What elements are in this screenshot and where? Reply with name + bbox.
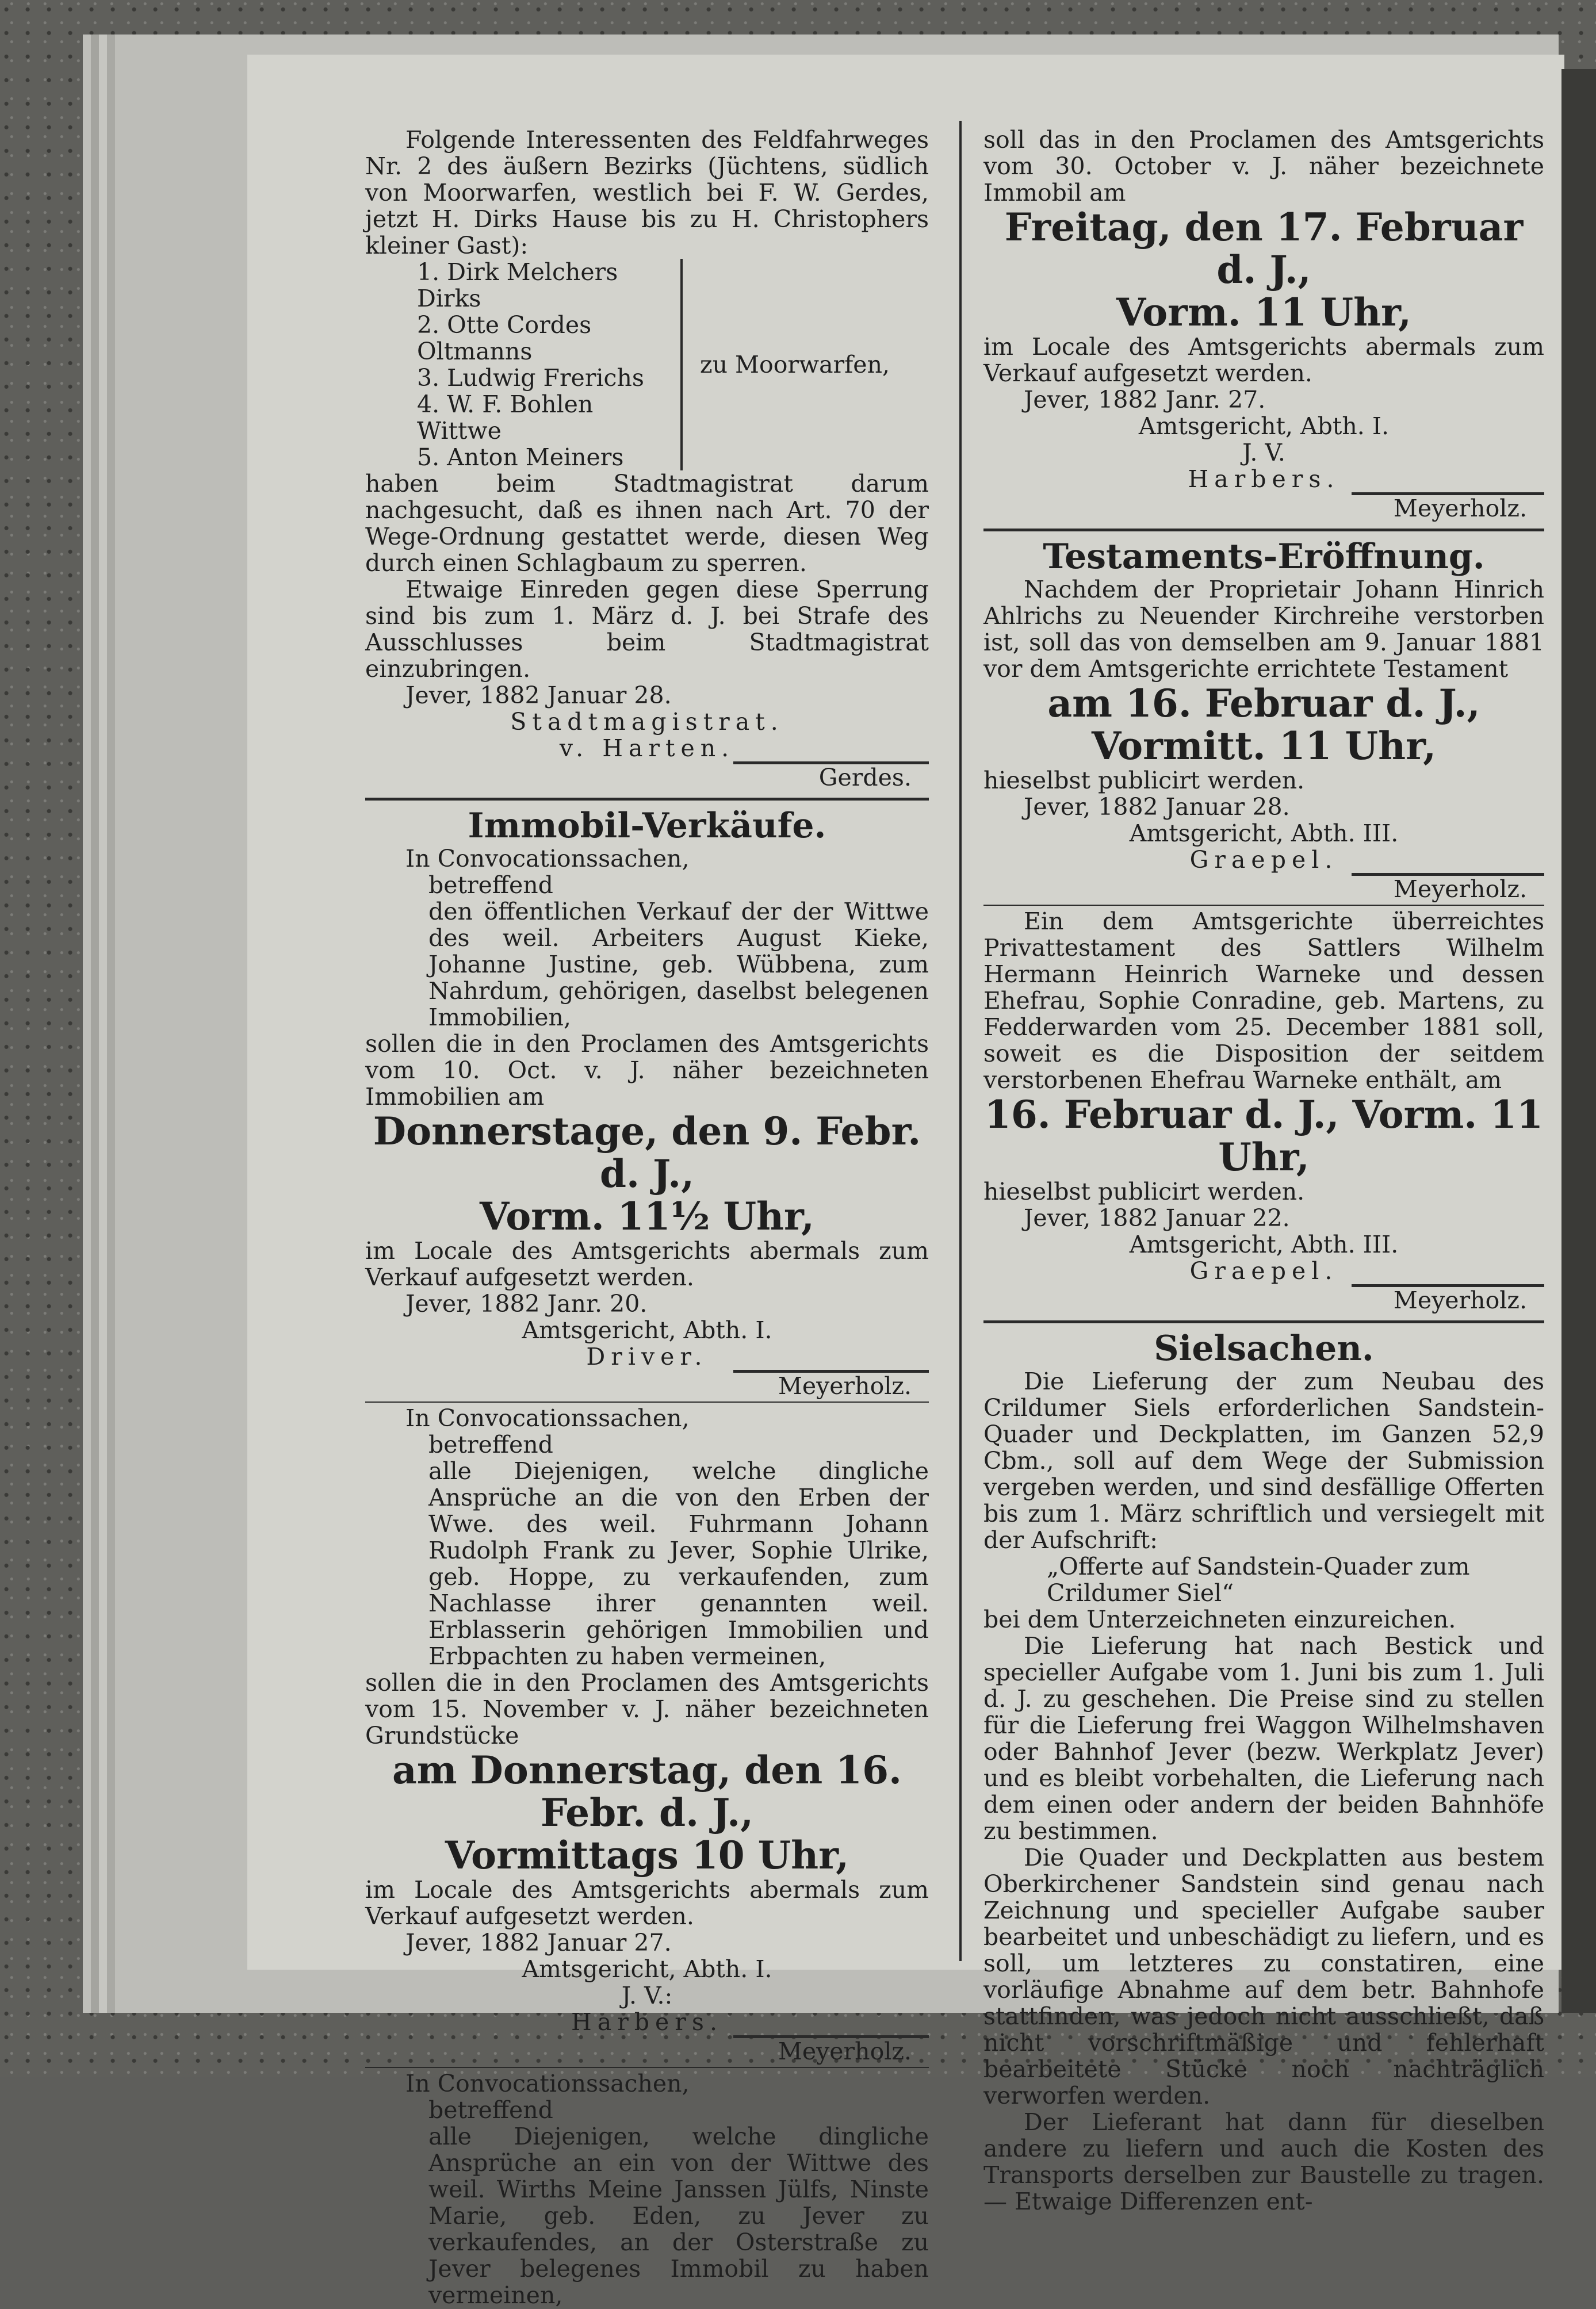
notice-body: Nachdem der Proprietair Johann Hinrich Ahlrichs zu Neuender Kirchreihe verstorben ist, soll das von demselben am 9. Januar 1881 vor dem Amtsgerichte errichtete Testament xyxy=(983,576,1544,683)
notice-clerk: Meyerholz. xyxy=(1352,1284,1544,1314)
notice-betreffend: betreffend xyxy=(428,2096,553,2124)
notice-authority: Amtsgericht, Abth. I. xyxy=(522,1955,772,1983)
notice-ahlrichs xyxy=(983,576,1544,902)
notice-continued xyxy=(983,127,1544,522)
book-spine-edge xyxy=(1561,69,1596,2013)
notice-authority: Amtsgericht, Abth. I. xyxy=(1138,412,1390,440)
notice-body: sollen die in den Proclamen des Amtsgerichts vom 15. November v. J. näher bezeichneten Grundstücke xyxy=(365,1669,929,1749)
notice-intro: In Convocationssachen, xyxy=(405,1404,690,1432)
notice-kieke xyxy=(365,845,929,1399)
notice-paragraph: bei dem Unterzeichneten einzureichen. xyxy=(983,1606,1456,1633)
list-item: 5. Anton Meiners xyxy=(417,443,624,471)
notice-date-big: Freitag, den 17. Februar d. J., xyxy=(1004,205,1524,292)
notice-date-big: am 16. Februar d. J., xyxy=(1047,681,1480,726)
notice-iv: J. V. xyxy=(1242,439,1285,466)
notice-date: Jever, 1882 Januar 27. xyxy=(405,1929,672,1956)
notice-body: hieselbst publicirt werden. xyxy=(983,767,1305,794)
list-item: 1. Dirk Melchers Dirks xyxy=(417,258,618,312)
list-item: 4. W. F. Bohlen Wittwe xyxy=(417,390,594,445)
notice-signer: Graepel. xyxy=(1189,846,1338,874)
notice-betreffend: betreffend xyxy=(428,1431,553,1458)
notice-rule xyxy=(983,905,1544,906)
notice-date: Jever, 1882 Janr. 27. xyxy=(1024,386,1266,413)
notice-body: soll das in den Proclamen des Amtsgerichts vom 30. October v. J. näher bezeichnete Immobil am xyxy=(983,126,1544,206)
notice-frank xyxy=(365,1405,929,2065)
notice-signer: v. Harten. xyxy=(559,734,735,762)
notice-betreffend: betreffend xyxy=(428,871,553,899)
notice-paragraph: Die Lieferung hat nach Bestick und specieller Aufgabe vom 1. Juni bis zum 1. Juli d. J. zu geschehen. Die Preise sind zu stellen für die Lieferung frei Waggon Wilhelmshaven oder Bahnhof Jever (bezw. Werkplatz Jever) und es bleibt vorbehalten, die Lieferung nach dem einen oder andern der beiden Bahnhöfe zu bestimmen. xyxy=(983,1632,1544,1845)
section-title: Sielsachen. xyxy=(1154,1328,1374,1369)
notice-date: Jever, 1882 Janr. 20. xyxy=(405,1290,648,1318)
notice-body: hieselbst publicirt werden. xyxy=(983,1178,1305,1205)
section-title: Testaments-Eröffnung. xyxy=(1043,537,1485,577)
notice-body: haben beim Stadtmagistrat darum nachgesucht, daß es ihnen nach Art. 70 der Wege-Ordnung gestattet werde, diesen Weg durch einen Schlagbaum zu sperren. xyxy=(365,470,929,577)
notice-intro: In Convocationssachen, xyxy=(405,2070,690,2097)
left-column xyxy=(365,127,929,2308)
notice-date-big: Donnerstage, den 9. Febr. d. J., xyxy=(373,1109,921,1196)
notice-subject: den öffentlichen Verkauf der der Wittwe des weil. Arbeiters August Kieke, Johanne Justine, geb. Wübbena, zum Nahrdum, gehörigen, daselbst belegenen Immobilien, xyxy=(428,898,929,1031)
notice-body: im Locale des Amtsgerichts abermals zum Verkauf aufgesetzt werden. xyxy=(983,333,1544,387)
notice-warneke xyxy=(983,908,1544,1314)
notice-body: im Locale des Amtsgerichts abermals zum Verkauf aufgesetzt werden. xyxy=(365,1237,929,1291)
notice-clerk: Gerdes. xyxy=(733,761,929,791)
notice-clerk: Meyerholz. xyxy=(1352,873,1544,902)
notice-iv: J. V.: xyxy=(621,1982,673,2009)
notice-body: Folgende Interessenten des Feldfahrweges Nr. 2 des äußern Bezirks (Jüchtens, südlich von Moorwarfen, westlich bei F. W. Gerdes, jetzt H. Dirks Hause bis zu H. Christophers kleiner Gast): xyxy=(365,126,929,259)
notice-signer: Driver. xyxy=(586,1343,708,1370)
notice-authority: Amtsgericht, Abth. I. xyxy=(522,1316,772,1344)
notice-signer: Graepel. xyxy=(1189,1257,1338,1285)
column-divider xyxy=(959,121,962,1961)
list-item: 2. Otte Cordes Oltmanns xyxy=(417,311,592,365)
notice-signer: Harbers. xyxy=(1188,465,1340,493)
notice-date-big: 16. Februar d. J., Vorm. 11 Uhr, xyxy=(984,1092,1544,1180)
notice-time-big: Vormitt. 11 Uhr, xyxy=(1091,723,1437,768)
right-column xyxy=(983,127,1544,2215)
notice-quote: „Offerte auf Sandstein-Quader zum Crildumer Siel“ xyxy=(1047,1553,1470,1607)
section-rule xyxy=(365,798,929,801)
notice-clerk: Meyerholz. xyxy=(733,2035,929,2065)
section-rule xyxy=(983,1320,1544,1323)
notice-date: Jever, 1882 Januar 28. xyxy=(405,681,672,709)
section-title: Immobil-Verkäufe. xyxy=(468,806,826,846)
notice-body: im Locale des Amtsgerichts abermals zum Verkauf aufgesetzt werden. xyxy=(365,1876,929,1930)
notice-rule xyxy=(365,1402,929,1403)
petitioner-names xyxy=(417,259,683,470)
section-rule xyxy=(983,529,1544,531)
notice-clerk: Meyerholz. xyxy=(733,1370,929,1399)
notice-body: Ein dem Amtsgerichte überreichtes Privattestament des Sattlers Wilhelm Hermann Heinrich Warneke und dessen Ehefrau, Sophie Conradine, geb. Martens, zu Fedderwarden vom 25. December 1881 soll, soweit es die Disposition der seitdem verstorbenen Ehefrau Warneke enthält, am xyxy=(983,907,1544,1094)
notice-feldfahrweg xyxy=(365,127,929,791)
notice-intro: In Convocationssachen, xyxy=(405,845,690,872)
notice-authority: Amtsgericht, Abth. III. xyxy=(1129,1231,1399,1258)
petitioner-list xyxy=(417,259,929,470)
notice-juelfs xyxy=(365,2070,929,2308)
notice-authority: Stadtmagistrat. xyxy=(510,708,784,736)
notice-time-big: Vorm. 11½ Uhr, xyxy=(480,1194,814,1239)
notice-paragraph: Die Quader und Deckplatten aus bestem Oberkirchener Sandstein sind genau nach Zeichnung und specieller Aufgabe sauber bearbeitet und unbeschädigt zu liefern, und es soll, um letzteres zu constatiren, eine vorläufige Abnahme auf dem betr. Bahnhofe stattfinden, was jedoch nicht ausschließt, daß nicht vorschriftmäßige und fehlerhaft bearbeitete Stücke noch nachträglich verworfen werden. xyxy=(983,1844,1544,2109)
notice-signer: Harbers. xyxy=(571,2008,723,2036)
notice-body: Etwaige Einreden gegen diese Sperrung sind bis zum 1. März d. J. bei Strafe des Ausschlusses beim Stadtmagistrat einzubringen. xyxy=(365,576,929,683)
notice-clerk: Meyerholz. xyxy=(1352,492,1544,522)
list-item: 3. Ludwig Frerichs xyxy=(417,364,644,392)
notice-body: sollen die in den Proclamen des Amtsgerichts vom 10. Oct. v. J. näher bezeichneten Immobilien am xyxy=(365,1030,929,1111)
notice-paragraph: Der Lieferant hat dann für dieselben andere zu liefern und auch die Kosten des Transports derselben zur Baustelle zu tragen. — Etwaige Differenzen ent- xyxy=(983,2108,1544,2215)
notice-subject: alle Diejenigen, welche dingliche Ansprüche an ein von der Wittwe des weil. Wirths Meine Janssen Jülfs, Ninste Marie, geb. Eden, zu Jever zu verkaufendes, an der Osterstraße zu Jever belegenes Immobil zu haben vermeinen, xyxy=(428,2123,929,2309)
notice-rule xyxy=(365,2067,929,2068)
notice-authority: Amtsgericht, Abth. III. xyxy=(1129,820,1399,847)
notice-date: Jever, 1882 Januar 28. xyxy=(1024,793,1290,821)
notice-date: Jever, 1882 Januar 22. xyxy=(1024,1204,1290,1232)
notice-date-big: am Donnerstag, den 16. Febr. d. J., xyxy=(392,1748,902,1835)
notice-subject: alle Diejenigen, welche dingliche Ansprüche an die von den Erben der Wwe. des weil. Fuhrmann Johann Rudolph Frank zu Jever, Sophie Ulrike, geb. Hoppe, zu verkaufenden, zum Nachlasse ihrer genannten weil. Erblasserin gehörigen Immobilien und Erbpachten zu haben vermeinen, xyxy=(428,1457,929,1670)
notice-time-big: Vormittags 10 Uhr, xyxy=(445,1833,849,1878)
notice-paragraph: Die Lieferung der zum Neubau des Crildumer Siels erforderlichen Sandstein-Quader und Deckplatten, im Ganzen 52,9 Cbm., soll auf dem Wege der Submission vergeben werden, und sind desfällige Offerten bis zum 1. März schriftlich und versiegelt mit der Aufschrift: xyxy=(983,1368,1544,1554)
brace-label: zu Moorwarfen, xyxy=(700,351,890,378)
notice-crildumer-siel xyxy=(983,1368,1544,2215)
notice-time-big: Vorm. 11 Uhr, xyxy=(1116,290,1412,335)
